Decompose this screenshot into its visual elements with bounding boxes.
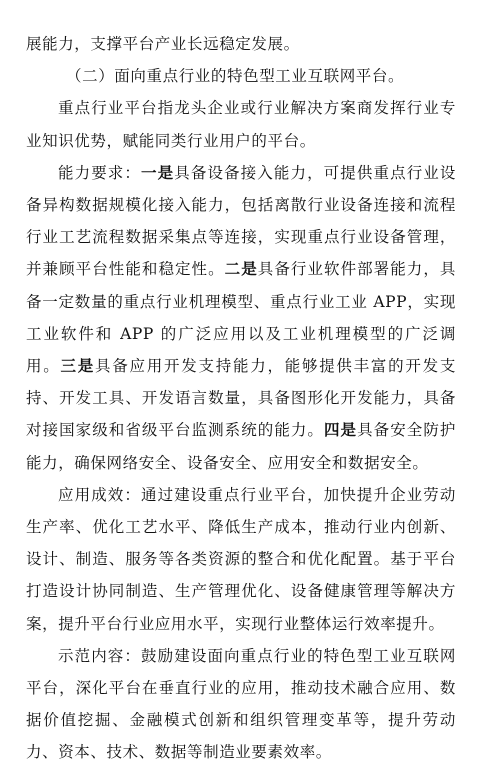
demo-label: 示范内容： xyxy=(58,646,142,665)
capability-item4-text: 具备安全防护能力，确保网络安全、设备安全、应用安全和数据安全。 xyxy=(26,421,457,472)
demo-paragraph xyxy=(26,640,456,769)
intro-tail-text: 展能力，支撑平台产业长远稳定发展。 xyxy=(26,35,300,53)
demo-text: 鼓励建设面向重点行业的特色型工业互联网平台，深化平台在垂直行业的应用，推动技术融合应用、数据价值挖掘、金融模式创新和组织管理变革等，提升劳动力、资本、技术、数据等制造业要素效率。 xyxy=(26,646,456,762)
intro-tail-paragraph xyxy=(26,28,456,60)
capability-item3-text: 具备应用开发支持能力，能够提供丰富的开发支持、开发工具、开发语言数量，具备图形化开发能力，具备对接国家级和省级平台监测系统的能力。 xyxy=(26,357,457,440)
outcome-label: 应用成效： xyxy=(58,485,142,504)
definition-paragraph xyxy=(26,92,456,156)
capability-item1-text: 具备设备接入能力，可提供重点行业设备异构数据规模化接入能力，包括离散行业设备连接和流程行业工艺流程数据采集点等连接，实现重点行业设备管理，并兼顾平台性能和稳定性。 xyxy=(26,163,457,279)
capability-item3-marker: 三是 xyxy=(60,356,95,376)
capability-item4-marker: 四是 xyxy=(324,420,358,440)
capability-item1-marker: 一是 xyxy=(141,162,175,182)
definition-text: 重点行业平台指龙头企业或行业解决方案商发挥行业专业知识优势，赋能同类行业用户的平台。 xyxy=(26,99,456,150)
outcome-text: 通过建设重点行业平台，加快提升企业劳动生产率、优化工艺水平、降低生产成本，推动行业内创新、设计、制造、服务等各类资源的整合和优化配置。基于平台打造设计协同制造、生产管理优化、设备健康管理等解决方案，提升平台行业应用水平，实现行业整体运行效率提升。 xyxy=(26,485,456,633)
capability-item2-text: 具备行业软件部署能力，具备一定数量的重点行业机理模型、重点行业工业 APP，实现工业软件和 APP 的广泛应用以及工业机理模型的广泛调用。 xyxy=(26,260,457,376)
outcome-paragraph xyxy=(26,479,456,640)
capability-item2-marker: 二是 xyxy=(224,259,258,279)
capability-label: 能力要求： xyxy=(58,163,142,182)
section-heading: （二）面向重点行业的特色型工业互联网平台。 xyxy=(66,67,405,86)
capability-paragraph xyxy=(26,157,456,479)
